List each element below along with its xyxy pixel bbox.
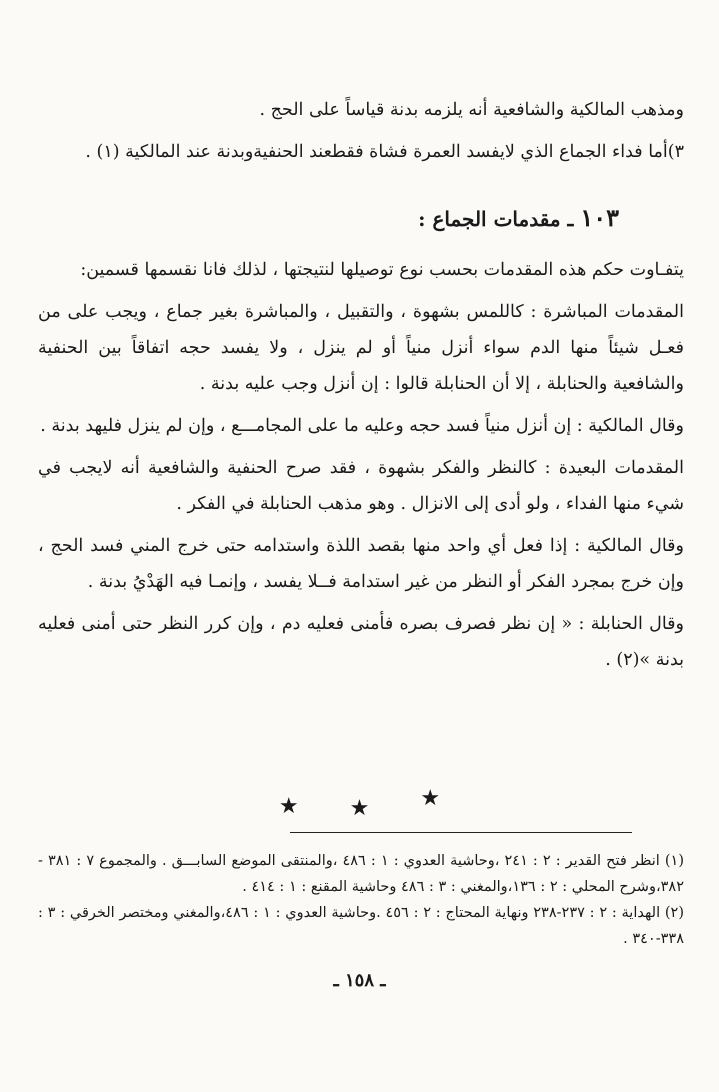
paragraph-maliki-direct: وقال المالكية : إن أنزل منياً فسد حجه وعليه ما على المجامـــع ، وإن لم ينزل فليهد بدنة .: [40, 416, 684, 436]
footnote-separator: [290, 832, 632, 833]
paragraph-intro: يتفـاوت حكم هذه المقدمات بحسب نوع توصيلها لنتيجتها ، لذلك فانا نقسمها قسمين:: [80, 260, 684, 280]
paragraph-direct-preliminaries: المقدمات المباشرة : كاللمس بشهوة ، والتقبيل ، والمباشرة بغير جماع ، ويجب على من فعـل شيئاً منها الدم سواء أنزل منياً أو لم ينزل ، ولا يفسد حجه اتفاقاً بين الحنفية والشافعية والحنابلة ، إلا أن الحنابلة قالوا : إن أنزل وجب عليه بدنة .: [38, 302, 684, 394]
paragraph-hanbali: وقال الحنابلة : « إن نظر فصرف بصره فأمنى فعليه دم ، وإن كرر النظر حتى أمنى فعليه بدنة »(٢) .: [38, 614, 684, 670]
star-icon: ★: [349, 796, 370, 821]
section-number: ١٠٣: [580, 203, 619, 232]
star-icon: ★: [278, 794, 299, 819]
body-text-block: [38, 252, 684, 684]
star-icon: ★: [420, 786, 441, 811]
section-divider-stars: [0, 786, 719, 821]
top-text-block: [38, 92, 684, 176]
paragraph-point-3: ٣)أما فداء الجماع الذي لايفسد العمرة فشاة فقطعند الحنفيةوبدنة عند المالكية (١) .: [85, 142, 684, 162]
paragraph-madhab: ومذهب المالكية والشافعية أنه يلزمه بدنة قياساً على الحج .: [259, 100, 684, 120]
footnotes-block: [38, 848, 684, 952]
section-title: ـ مقدمات الجماع :: [418, 207, 574, 231]
paragraph-remote-preliminaries: المقدمات البعيدة : كالنظر والفكر بشهوة ، فقد صرح الحنفية والشافعية أنه لايجب في شيء منها الفداء ، ولو أدى إلى الانزال . وهو مذهب الحنابلة في الفكر .: [38, 458, 684, 514]
footnote-1: (١) انظر فتح القدير : ٢ : ٢٤١ ،وحاشية العدوي : ١ : ٤٨٦ ،والمنتقى الموضع السابـــق . والمجموع ٧ : ٣٨١ - ٣٨٢،وشرح المحلي : ٢ : ١٣٦،والمغني : ٣ : ٤٨٦ وحاشية المقنع : ١ : ٤١٤ .: [38, 853, 684, 895]
paragraph-maliki-remote: وقال المالكية : إذا فعل أي واحد منها بقصد اللذة واستدامه حتى خرج المني فسد الحج ، وإن خرج بمجرد الفكر أو النظر من غير استدامة فــلا يفسد ، وإنمـا فيه الهَدْيُ بدنة .: [38, 536, 684, 592]
page-number: ـ ١٥٨ ـ: [333, 970, 386, 991]
section-heading: [418, 203, 619, 232]
footnote-2: (٢) الهداية : ٢ : ٢٣٧-٢٣٨ ونهاية المحتاج : ٢ : ٤٥٦ .وحاشية العدوي : ١ : ٤٨٦،والمغني ومختصر الخرقي : ٣ : ٣٣٨-٣٤٠ .: [38, 905, 684, 947]
